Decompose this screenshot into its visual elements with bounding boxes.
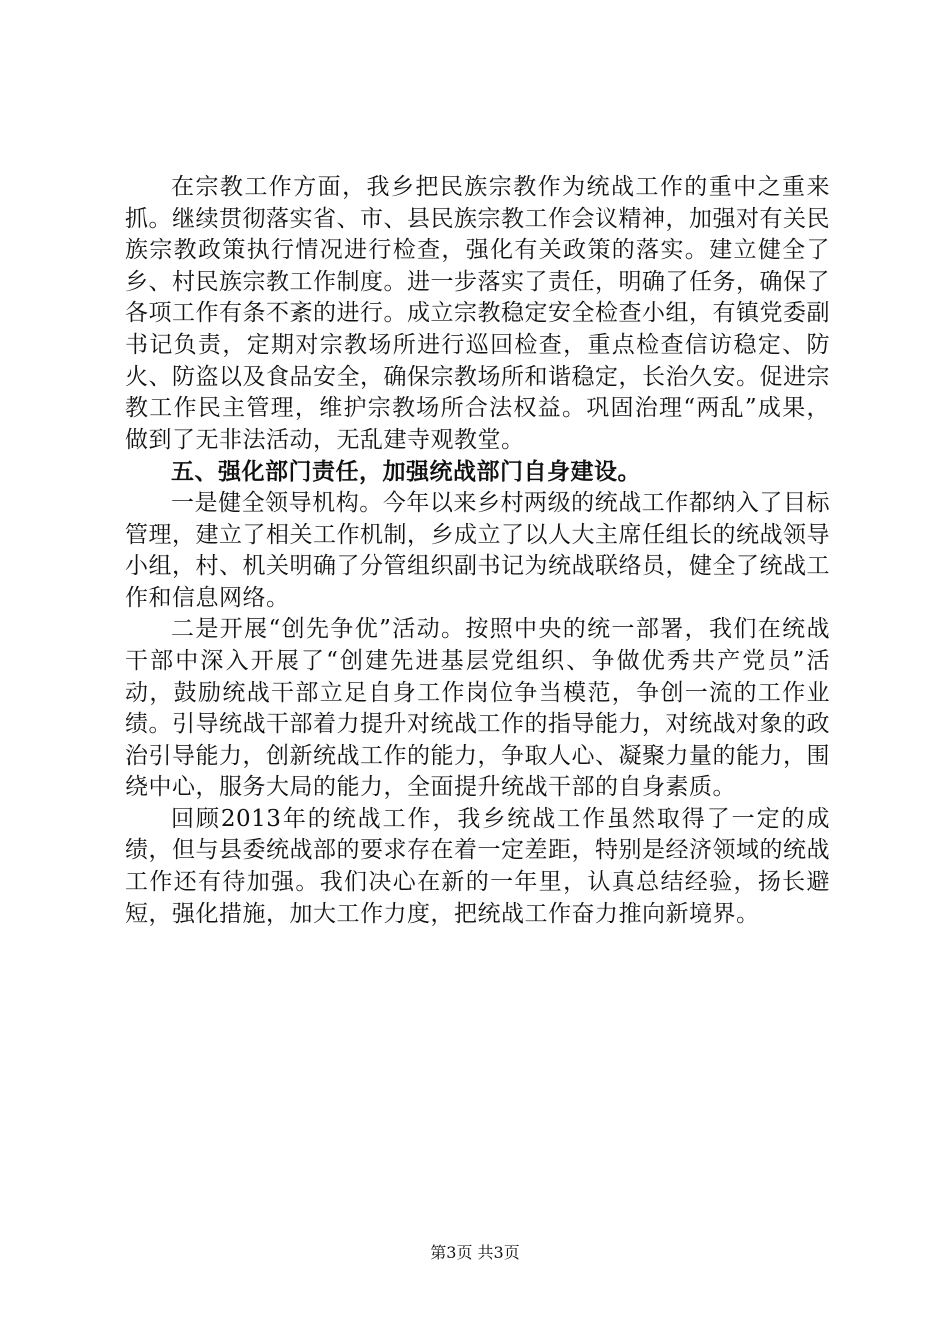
paragraph-religious-work: 在宗教工作方面，我乡把民族宗教作为统战工作的重中之重来抓。继续贯彻落实省、市、县民族宗教工作会议精神，加强对有关民族宗教政策执行情况进行检查，强化有关政策的落实。建立健全了乡、村民族宗教工作制度。进一步落实了责任，明确了任务，确保了各项工作有条不紊的进行。成立宗教稳定安全检查小组，有镇党委副书记负责，定期对宗教场所进行巡回检查，重点检查信访稳定、防火、防盗以及食品安全，确保宗教场所和谐稳定，长治久安。促进宗教工作民主管理，维护宗教场所合法权益。巩固治理“两乱”成果，做到了无非法活动，无乱建寺观教堂。 [125, 174, 830, 453]
document-body [125, 172, 830, 930]
section-heading-five: 五、强化部门责任，加强统战部门自身建设。 [171, 458, 641, 486]
paragraph-leadership: 一是健全领导机构。今年以来乡村两级的统战工作都纳入了目标管理，建立了相关工作机制，乡成立了以人大主席任组长的统战领导小组，村、机关明确了分管组织副书记为统战联络员，健全了统战工作和信息网络。 [125, 489, 830, 611]
page-footer: 第3页 共3页 [430, 1243, 520, 1262]
paragraph-excellence-campaign: 二是开展“创先争优”活动。按照中央的统一部署，我们在统战干部中深入开展了“创建先进基层党组织、争做优秀共产党员”活动，鼓励统战干部立足自身工作岗位争当模范，争创一流的工作业绩。引导统战干部着力提升对统战工作的指导能力，对统战对象的政治引导能力，创新统战工作的能力，争取人心、凝聚力量的能力，围绕中心，服务大局的能力，全面提升统战干部的自身素质。 [125, 616, 830, 801]
paragraph-review-2013: 回顾2013年的统战工作，我乡统战工作虽然取得了一定的成绩，但与县委统战部的要求存在着一定差距，特别是经济领域的统战工作还有待加强。我们决心在新的一年里，认真总结经验，扬长避短，强化措施，加大工作力度，把统战工作奋力推向新境界。 [125, 805, 830, 927]
